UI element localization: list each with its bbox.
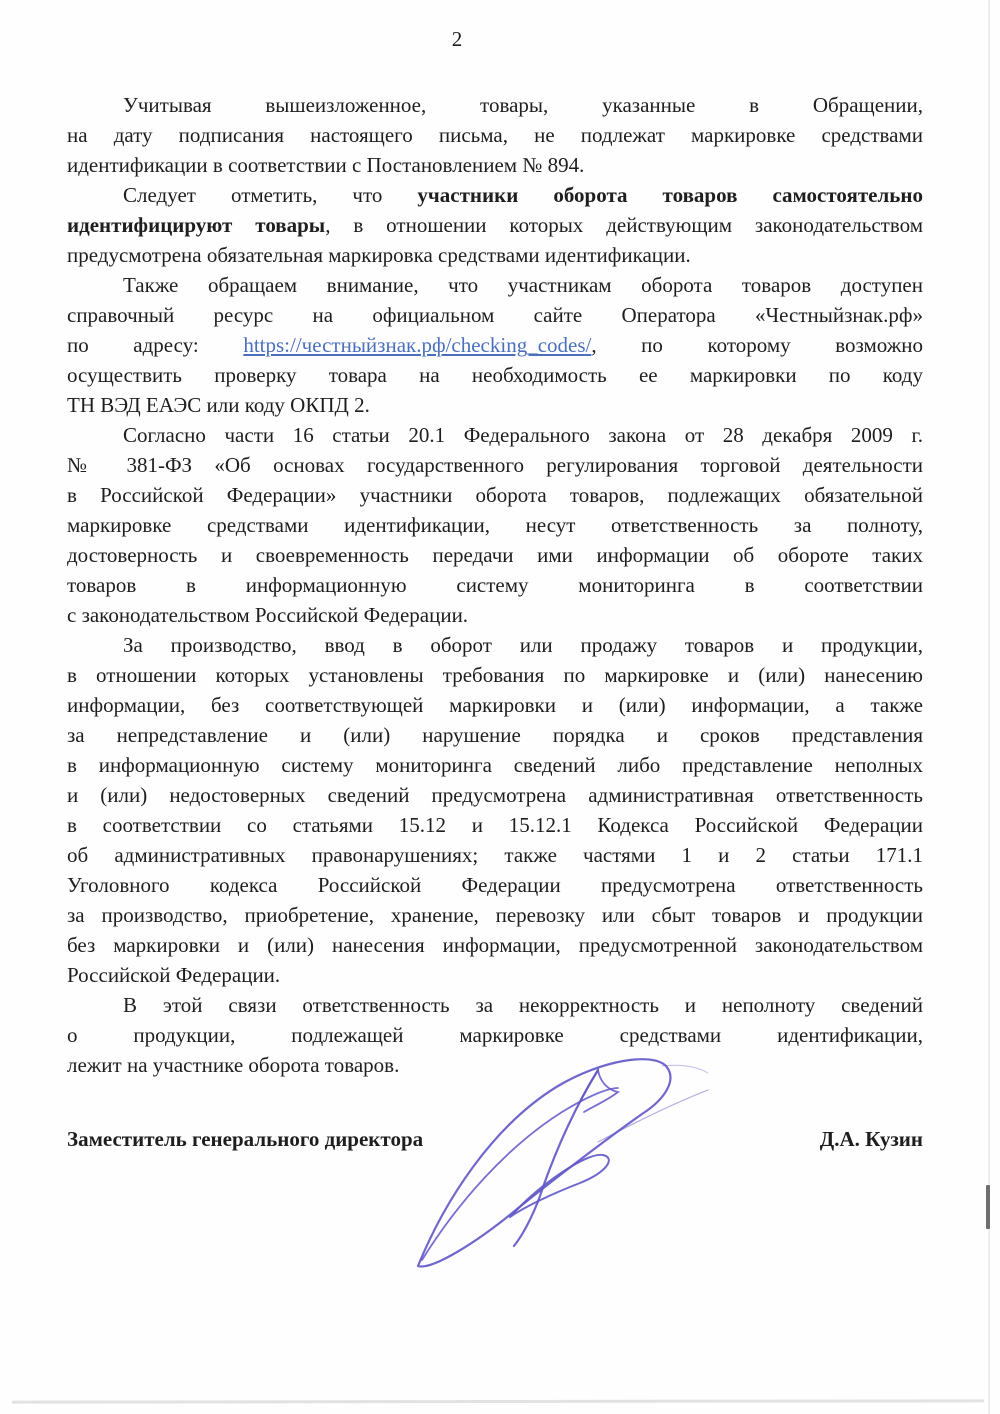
- paragraph-line: на дату подписания настоящего письма, не подлежат маркировке средствами: [67, 123, 923, 147]
- bold-text-segment: участники оборота товаров самостоятельно: [417, 183, 923, 207]
- paragraph-line: [67, 210, 923, 240]
- paragraph-line: Учитывая вышеизложенное, товары, указанные в Обращении,: [123, 93, 923, 117]
- paragraph-line: справочный ресурс на официальном сайте Оператора «Честныйзнак.рф»: [67, 303, 923, 327]
- handwritten-signature: [410, 1050, 710, 1270]
- paragraph-line: информации, без соответствующей маркировки и (или) информации, а также: [67, 693, 923, 717]
- paragraph-line: достоверность и своевременность передачи ими информации об обороте таких: [67, 543, 923, 567]
- scan-edge-mark: [986, 1185, 990, 1229]
- page-number: 2: [451, 27, 463, 51]
- paragraph-line: За производство, ввод в оборот или продажу товаров и продукции,: [123, 633, 923, 657]
- paragraph-line: в Российской Федерации» участники оборота товаров, подлежащих обязательной: [67, 483, 923, 507]
- text-segment: , по которому возможно: [591, 333, 923, 357]
- paragraph-line: за производство, приобретение, хранение, перевозку или сбыт товаров и продукции: [67, 903, 923, 927]
- paragraph-line: маркировке средствами идентификации, несут ответственность за полноту,: [67, 513, 923, 537]
- paragraph-line: Согласно части 16 статьи 20.1 Федерального закона от 28 декабря 2009 г.: [123, 423, 923, 447]
- paragraph-line: [67, 330, 923, 360]
- checking-codes-link[interactable]: https://честныйзнак.рф/checking_codes/: [243, 333, 592, 357]
- paragraph-line: в соответствии со статьями 15.12 и 15.12.1 Кодекса Российской Федерации: [67, 813, 923, 837]
- paragraph-line: Российской Федерации.: [67, 963, 281, 987]
- paragraph-line: Уголовного кодекса Российской Федерации предусмотрена ответственность: [67, 873, 923, 897]
- text-segment: по адресу:: [67, 333, 244, 357]
- paragraph-line: В этой связи ответственность за некорректность и неполноту сведений: [123, 993, 923, 1017]
- paragraph-line: Также обращаем внимание, что участникам оборота товаров доступен: [123, 273, 923, 297]
- text-segment: Следует отметить, что: [123, 183, 418, 207]
- paragraph-line: о продукции, подлежащей маркировке средствами идентификации,: [67, 1023, 923, 1047]
- signature-block: [67, 1124, 923, 1154]
- paragraph-line: об административных правонарушениях; также частями 1 и 2 статьи 171.1: [67, 843, 923, 867]
- paragraph-line: без маркировки и (или) нанесения информации, предусмотренной законодательством: [67, 933, 923, 957]
- paragraph-line: и (или) недостоверных сведений предусмотрена административная ответственность: [67, 783, 923, 807]
- paragraph-line: осуществить проверку товара на необходимость ее маркировки по коду: [67, 363, 923, 387]
- paragraph-line: предусмотрена обязательная маркировка средствами идентификации.: [67, 243, 691, 267]
- paragraph-line: [67, 180, 923, 210]
- paragraph-line: за непредставление и (или) нарушение порядка и сроков представления: [67, 723, 923, 747]
- scan-bottom-shadow: [12, 1399, 984, 1403]
- paragraph-line: лежит на участнике оборота товаров.: [67, 1053, 400, 1077]
- signer-name: Д.А. Кузин: [819, 1127, 923, 1151]
- paragraph-line: с законодательством Российской Федерации.: [67, 603, 469, 627]
- paragraph-line: идентификации в соответствии с Постановлением № 894.: [67, 153, 585, 177]
- bold-text-segment: идентифицируют товары: [67, 213, 326, 237]
- paragraph-line: в отношении которых установлены требования по маркировке и (или) нанесению: [67, 663, 923, 687]
- paragraph-line: товаров в информационную систему мониторинга в соответствии: [67, 573, 923, 597]
- paragraph-line: ТН ВЭД ЕАЭС или коду ОКПД 2.: [67, 393, 370, 417]
- paragraph-line: № 381-ФЗ «Об основах государственного регулирования торговой деятельности: [67, 453, 923, 477]
- signer-title: Заместитель генерального директора: [67, 1127, 424, 1151]
- letter-body: [67, 90, 923, 1080]
- paragraph-line: в информационную систему мониторинга сведений либо представление неполных: [67, 753, 923, 777]
- text-segment: , в отношении которых действующим законодательством: [325, 213, 923, 237]
